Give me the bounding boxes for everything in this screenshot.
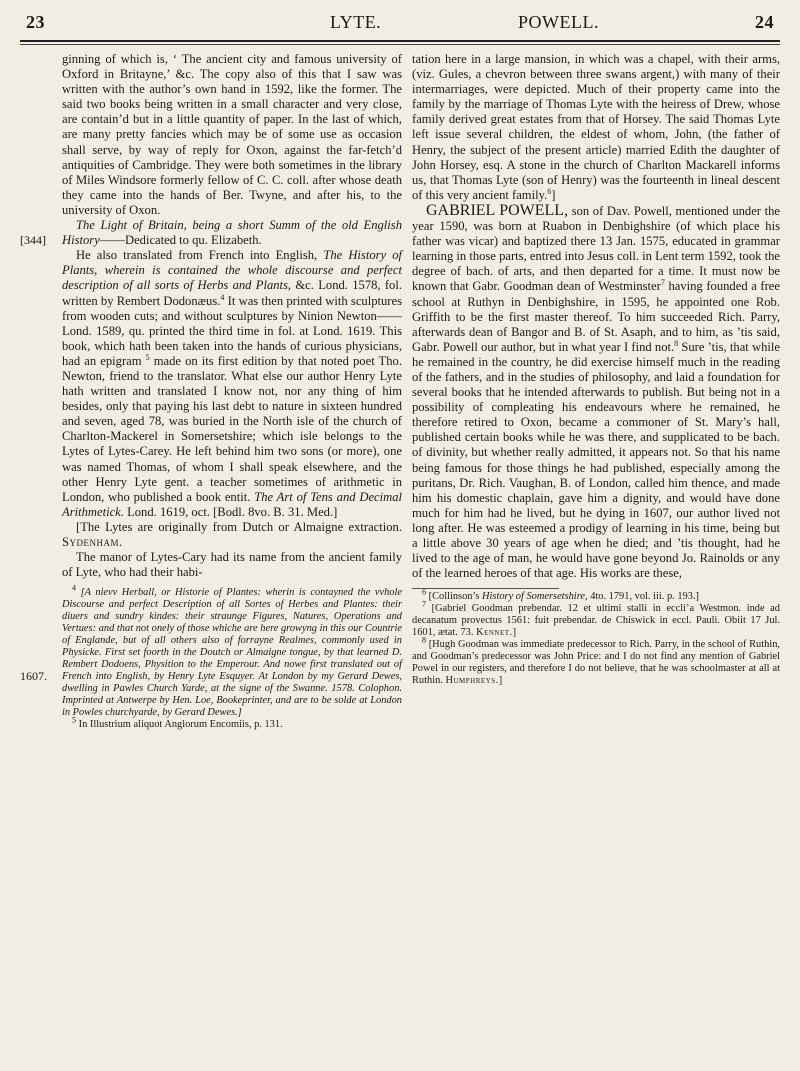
book-title: The Art of Tens and Decimal Arithmetick. (62, 489, 403, 519)
left-column (62, 52, 402, 731)
text-run: having founded a free school at Ruthyn in Denbighshire, in 1595, he appointed one Rob. Griffith to be the first master thereof. To him succeeded Rich. Parry, afterwards dean of Bangor and B. of St. Asaph, and to him, as ’tis said, Gabr. Powell our author, but in what year I find not. (412, 279, 780, 354)
footnote-ref: 6 (547, 186, 552, 196)
margin-year: 1607. (20, 669, 47, 683)
paragraph: The manor of Lytes-Cary had its name from the ancient family of Lyte, who had their habi- (62, 550, 402, 580)
footnote-rule (412, 588, 559, 589)
text-run: [Collinson’s (428, 591, 480, 603)
book-title: The Light of Britain, being a short Summ of the old English History (62, 218, 402, 248)
footnote (412, 599, 780, 639)
text-run: son of Dav. Powell, mentioned under the year 1590, was born at Ruabon in Denbighshire (of which place his father was vicar) and baptized there 13 Jan. 1575, educated in grammar learning in those parts, entred into Jesus coll. in Lent term 1592, took the degree of bach. of arts, and then departed for a time. It must now be known that Gabr. Goodman dean of Westminster (412, 203, 780, 294)
text-run: made on its first edition by that noted poet Tho. Newton, friend to the translator. What else our author Henry Lyte hath written and translated I know not, nor any thing of him besides, only that paying his last debt to nature in sixteen hundred and seven, aged 78, was buried in the North isle of the church of Charlton-Mackerel in Somersetshire; which isle belongs to the Lytes of Lytes-Carey. He left behind him two sons (or more), one was named Thomas, of whom I shall speak elsewhere, and the other Henry Lyte gent. a teacher sometimes of arithmetic in London, who published a book entit. (62, 353, 402, 504)
footnote-mark: 8 (422, 635, 426, 645)
footnote-mark: 4 (72, 583, 76, 593)
footnote-ref: 8 (674, 338, 679, 348)
signature: Sydenham. (62, 535, 123, 549)
running-title-right: POWELL. (518, 12, 599, 32)
running-header (0, 12, 800, 38)
footnote (412, 635, 780, 687)
footnote-ref: 7 (660, 278, 665, 288)
running-title-left: LYTE. (330, 12, 382, 32)
footnote (412, 587, 780, 603)
footnote-text: [Hugh Goodman was immediate predecessor to Rich. Parry, in the school of Ruthin, and Goodman’s predecessor was John Price: and I do not find any mention of Gabriel Powel in our registers, and therefore I do not believe, that he was schoolmaster at all at Ruthin. (412, 639, 780, 687)
page-number-left: 23 (26, 12, 45, 32)
text-run: tation here in a large mansion, in which was a chapel, with their arms, (viz. Gules, a chevron between three swans argent,) with many of their intermarriages, were depicted. Much of their property came into the family by the marriage of Thomas Lyte with the heiress of Drew, whose family derived great estates from that of Horsey. The said Thomas Lyte left issue several children, the eldest of whom, John, (the father of Henry, the subject of the present article) married Edith the daughter of John Horsey, esq. A stone in the church of Charlton Mackarell informs us, that Thomas Lyte (son of Henry) was the fourteenth in lineal descent of this very ancient family. (412, 52, 780, 202)
footnotes (412, 588, 780, 687)
footnote (62, 583, 402, 719)
paragraph: ginning of which is, ‘ The ancient city and famous university of Oxford in Britayne,’ &c. The copy also of this that I saw was written with the author’s own hand in 1592, like the former. The said two books being written in a small character and very close, are contain’d but in a little quantity of paper. In the last of which, are many pretty fancies which may be of some use as occasion shall serve, by way of reply for Oxon, against the far-fetch’d antiquities of Cambridge. They were both sometimes in the library of Miles Windsore formerly fellow of C. C. coll. after whose death they came into the hands of Ber. Twyne, and after his, to the university of Oxon. (62, 52, 402, 217)
text-run: ] (551, 187, 556, 202)
article-heading: GABRIEL POWELL, (426, 201, 569, 219)
header-rule (20, 40, 780, 42)
text-run: [The Lytes are originally from Dutch or Almaigne extraction. (76, 519, 402, 534)
book-title: The History of Plants, wherein is contained the whole discourse and perfect description of all sorts of Herbs and Plants, (62, 248, 402, 293)
text-run: It was then printed with sculptures from wooden cuts; and without sculptures by Ninion Newton——Lond. 1589, qu. printed the third time in fol. at Lond. 1619. This book, which hath been taken into the hands of curious physicians, had an epigram (62, 293, 402, 368)
footnote-text: [A nievv Herball, or Historie of Plantes: wherin is contayned the vvhole Discourse and perfect Description of all Sortes of Herbes and Plantes: their diuers and sundry kindes: their straunge Figures, Natures, Operations and Vertues: and that not onely of those whiche are here growyng in this our Countrie of Englande, but of all others also of forrayne Realmes, commonly used in Physicke. First set foorth in the Doutch or Almaigne tongue, by that learned D. Rembert Dodoens, Physition to the Emperour. And nowe first translated out of French into English, by Henry Lyte Esquyer. At London by my Gerard Dewes, dwelling in Pawles Church Yarde, at the signe of the Swanne. 1578. Colophon. Imprinted at Antwerpe by Hen. Loe, Bookeprinter, and are to be solde at London in Powles churchyarde, by Gerard Dewes.] (62, 587, 402, 719)
text-run: 4to. 1791, vol. iii. p. 193.] (590, 591, 699, 603)
book-title: History of Somersetshire, (482, 591, 588, 603)
page-number-right: 24 (755, 12, 774, 32)
footnote-text: In Illustrium aliquot Anglorum Encomiis, p. 131. (78, 719, 283, 731)
footnotes (62, 583, 402, 731)
footnote-text: [Gabriel Goodman prebendar. 12 et ultimi stalli in eccli’a Westmon. inde ad decanatum provectus 1561: fuit prebendar. de Chiswick in eccl. Pauli. Obiit 17 Jul. 1601, ætat. 73. (412, 603, 780, 639)
paragraph (62, 218, 402, 248)
right-column (412, 52, 780, 687)
paragraph (62, 520, 402, 550)
footnote-ref: 4 (220, 292, 225, 302)
paragraph (62, 248, 402, 520)
text-run: ——Dedicated to qu. Elizabeth. (99, 233, 262, 248)
text-run: Lond. 1619, oct. [Bodl. 8vo. B. 31. Med.] (127, 504, 338, 519)
footnote (62, 715, 402, 731)
paragraph (412, 52, 780, 203)
text-run: &c. Lond. 1578, fol. written by Rembert Dodonæus. (62, 278, 402, 308)
footnote-mark: 6 (422, 587, 426, 597)
paragraph (412, 203, 780, 581)
footnote-mark: 7 (422, 599, 426, 609)
header-rule-thin (20, 44, 780, 45)
signature: Humphreys.] (445, 675, 503, 687)
margin-page-ref: [344] (20, 233, 46, 247)
footnote-ref: 5 (145, 352, 150, 362)
signature: Kennet.] (476, 627, 517, 639)
text-run: He also translated from French into English, (76, 248, 318, 263)
text-run: Sure ’tis, that while he remained in the country, he did exercise himself much in the reading of the fathers, and in the studies of philosophy, and laid a foundation for several books that he intended afterwards to publish. But being not in a possibility of compleating his endeavours where he remained, he therefore retired to Oxon, became a commoner of St. Mary’s hall, published certain books while he was there, and supplicated to be bach. of divinity, but whether really admitted, it appears not. So that his name being famous for those things he had published, especially among the puritans, Dr. Rich. Vaughan, B. of London, called him thence, and made him his domestic chaplain, gave him a dignity, and would have done much for him had he lived, but he dying in 1607, our author lived not long after. He was esteemed a prodigy of learning in his time, being but a little above 30 years of age when he died; and ’tis thought, had he lived to the age of man, he would have gone beyond Jo. Rainolds or any of the learned heroes of that age. His works are these, (412, 339, 780, 581)
footnote-mark: 5 (72, 715, 76, 725)
